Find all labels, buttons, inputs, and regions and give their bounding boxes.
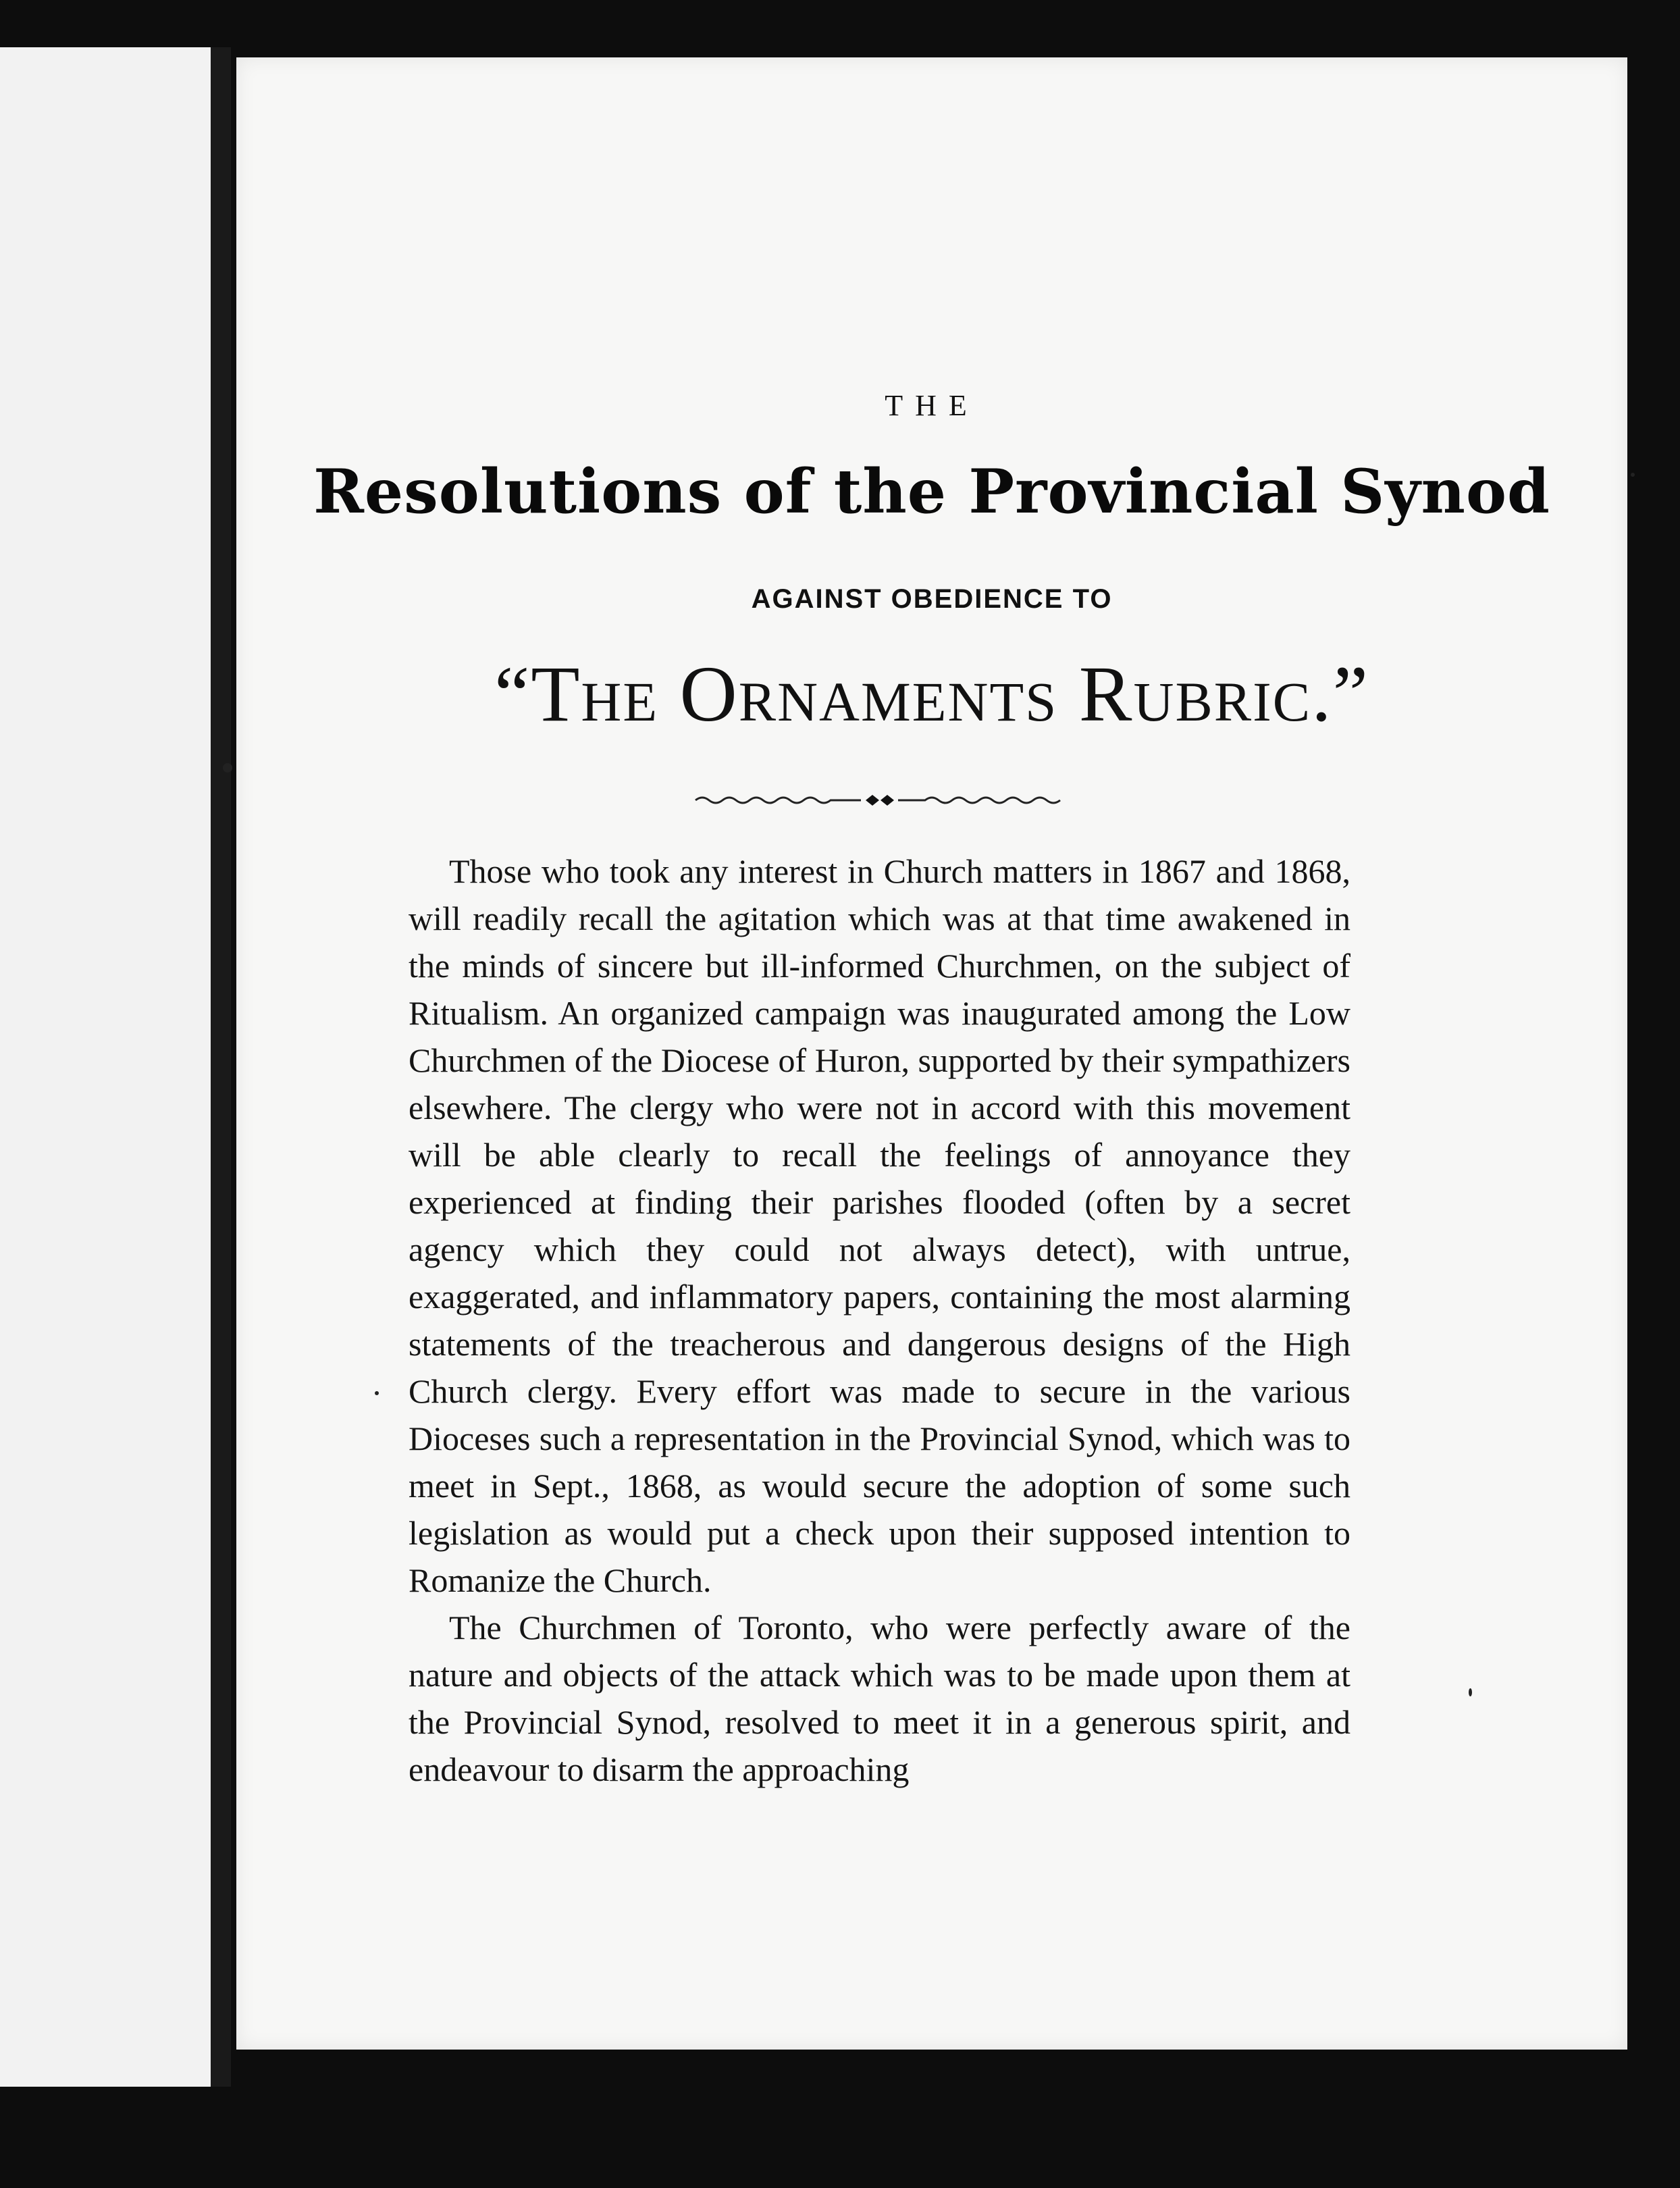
paragraph-2: The Churchmen of Toronto, who were perfectly aware of the nature and objects of the attack which was to be made upon them at the Provincial Synod, resolved to meet it in a generous spirit, and endeavour to disarm the approaching bbox=[409, 1609, 1350, 1788]
binding-gutter bbox=[211, 47, 231, 2087]
paragraph-1: Those who took any interest in Church matters in 1867 and 1868, will readily recall the agitation which was at that time awakened in the minds of sincere but ill-informed Churchmen, on the subject of Ritualism. An organized campaign was inaugurated among the Low Churchmen of the Diocese of Huron, supported by their sympathizers elsewhere. The clergy who were not in accord with this movement will be able clearly to recall the feelings of annoyance they experienced at finding their parishes flooded (often by a secret agency which they could not always detect), with untrue, exaggerated, and inflammatory papers, containing the most alarming statements of the treacherous and dangerous designs of the High Church clergy. Every effort was made to secure in the various Dioceses such a representation in the Provincial Synod, which was to meet in Sept., 1868, as would secure the adoption of some such legislation as would put a check upon their supposed intention to Romanize the Church. bbox=[409, 852, 1350, 1599]
heading-title: Resolutions of the Provincial Synod bbox=[313, 456, 1550, 527]
left-facing-page bbox=[0, 47, 211, 2087]
document-page bbox=[236, 57, 1627, 2050]
divider-ornament bbox=[689, 787, 1067, 814]
heading-subtitle: AGAINST OBEDIENCE TO bbox=[751, 584, 1113, 614]
body-text bbox=[409, 848, 1350, 1793]
scan-speck bbox=[1469, 1688, 1472, 1696]
scan-speck bbox=[223, 763, 232, 773]
heading-rubric: “The Ornaments Rubric.” bbox=[494, 650, 1370, 738]
scan-speck bbox=[1631, 473, 1635, 477]
scan-speck bbox=[375, 1391, 379, 1395]
heading-the: THE bbox=[885, 389, 979, 422]
